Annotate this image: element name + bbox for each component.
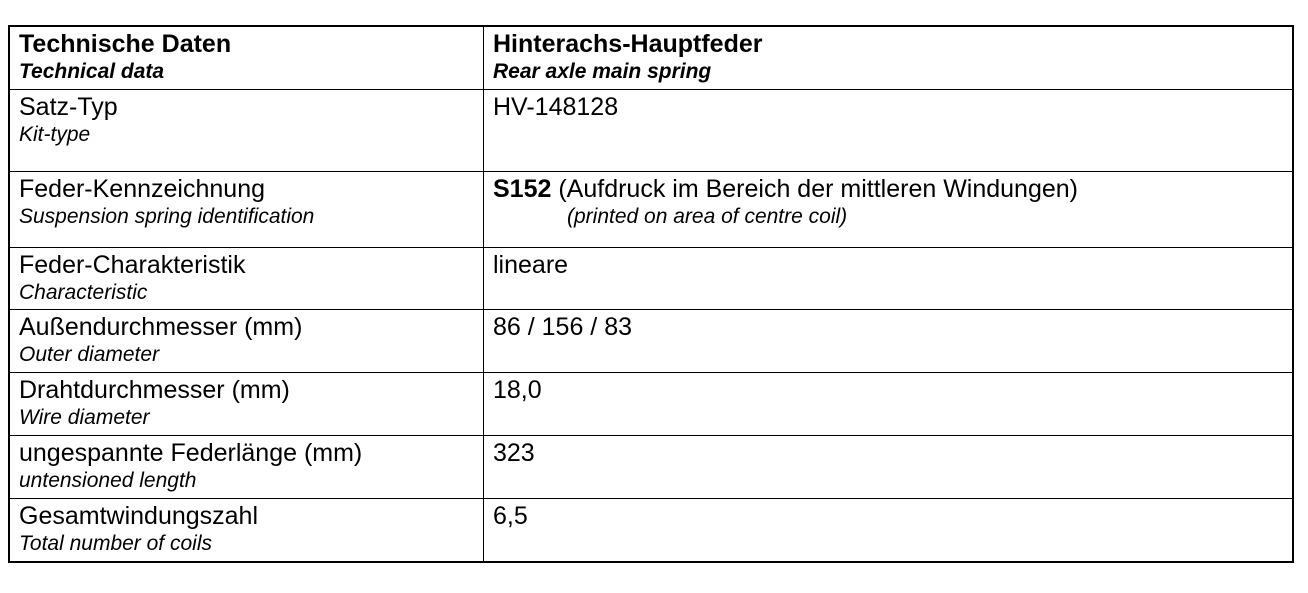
header-title-de: Technische Daten xyxy=(19,30,232,58)
value-text: 323 xyxy=(493,439,535,467)
value-text-en: (printed on area of centre coil) xyxy=(567,205,848,228)
value-cell xyxy=(484,90,1292,171)
label-en: Wire diameter xyxy=(19,406,150,429)
label-de: ungespannte Federlänge (mm) xyxy=(19,439,363,467)
value-text: 18,0 xyxy=(493,376,542,404)
value-text: 86 / 156 / 83 xyxy=(493,313,633,341)
label-de: Feder-Charakteristik xyxy=(19,251,246,279)
label-cell xyxy=(10,90,484,171)
table-row-characteristic xyxy=(10,247,1292,309)
header-title-en: Technical data xyxy=(19,60,165,83)
table-header-row xyxy=(10,27,1292,89)
label-en: Suspension spring identification xyxy=(19,205,315,228)
label-cell xyxy=(10,499,484,561)
value-text: (Aufdruck im Bereich der mittleren Windungen) xyxy=(558,175,1078,203)
label-de: Feder-Kennzeichnung xyxy=(19,175,265,203)
label-de: Gesamtwindungszahl xyxy=(19,502,259,530)
label-en: untensioned length xyxy=(19,469,197,492)
label-en: Kit-type xyxy=(19,123,91,146)
header-cell-spring xyxy=(484,27,1292,89)
value-text: lineare xyxy=(493,251,569,279)
header-spring-de: Hinterachs-Hauptfeder xyxy=(493,30,763,58)
value-cell xyxy=(484,436,1292,498)
value-cell xyxy=(484,373,1292,435)
table-row-total-coils xyxy=(10,498,1292,561)
value-cell xyxy=(484,310,1292,372)
label-en: Characteristic xyxy=(19,281,148,304)
label-cell xyxy=(10,172,484,247)
header-spring-en: Rear axle main spring xyxy=(493,60,712,83)
spring-code: S152 xyxy=(493,175,552,203)
table-row-wire-diameter xyxy=(10,372,1292,435)
technical-data-table xyxy=(8,25,1294,563)
table-row-spring-identification xyxy=(10,171,1292,247)
label-de: Satz-Typ xyxy=(19,93,118,121)
value-text: HV-148128 xyxy=(493,93,619,121)
label-cell xyxy=(10,373,484,435)
table-row-untensioned-length xyxy=(10,435,1292,498)
header-cell-technical-data xyxy=(10,27,484,89)
value-cell xyxy=(484,499,1292,561)
table-row-kit-type xyxy=(10,89,1292,171)
label-cell xyxy=(10,436,484,498)
value-cell xyxy=(484,172,1292,247)
value-text: 6,5 xyxy=(493,502,528,530)
label-cell xyxy=(10,248,484,309)
label-de: Drahtdurchmesser (mm) xyxy=(19,376,290,404)
value-cell xyxy=(484,248,1292,309)
label-en: Outer diameter xyxy=(19,343,160,366)
value-line xyxy=(493,174,1283,204)
label-de: Außendurchmesser (mm) xyxy=(19,313,303,341)
table-row-outer-diameter xyxy=(10,309,1292,372)
label-en: Total number of coils xyxy=(19,532,212,555)
label-cell xyxy=(10,310,484,372)
